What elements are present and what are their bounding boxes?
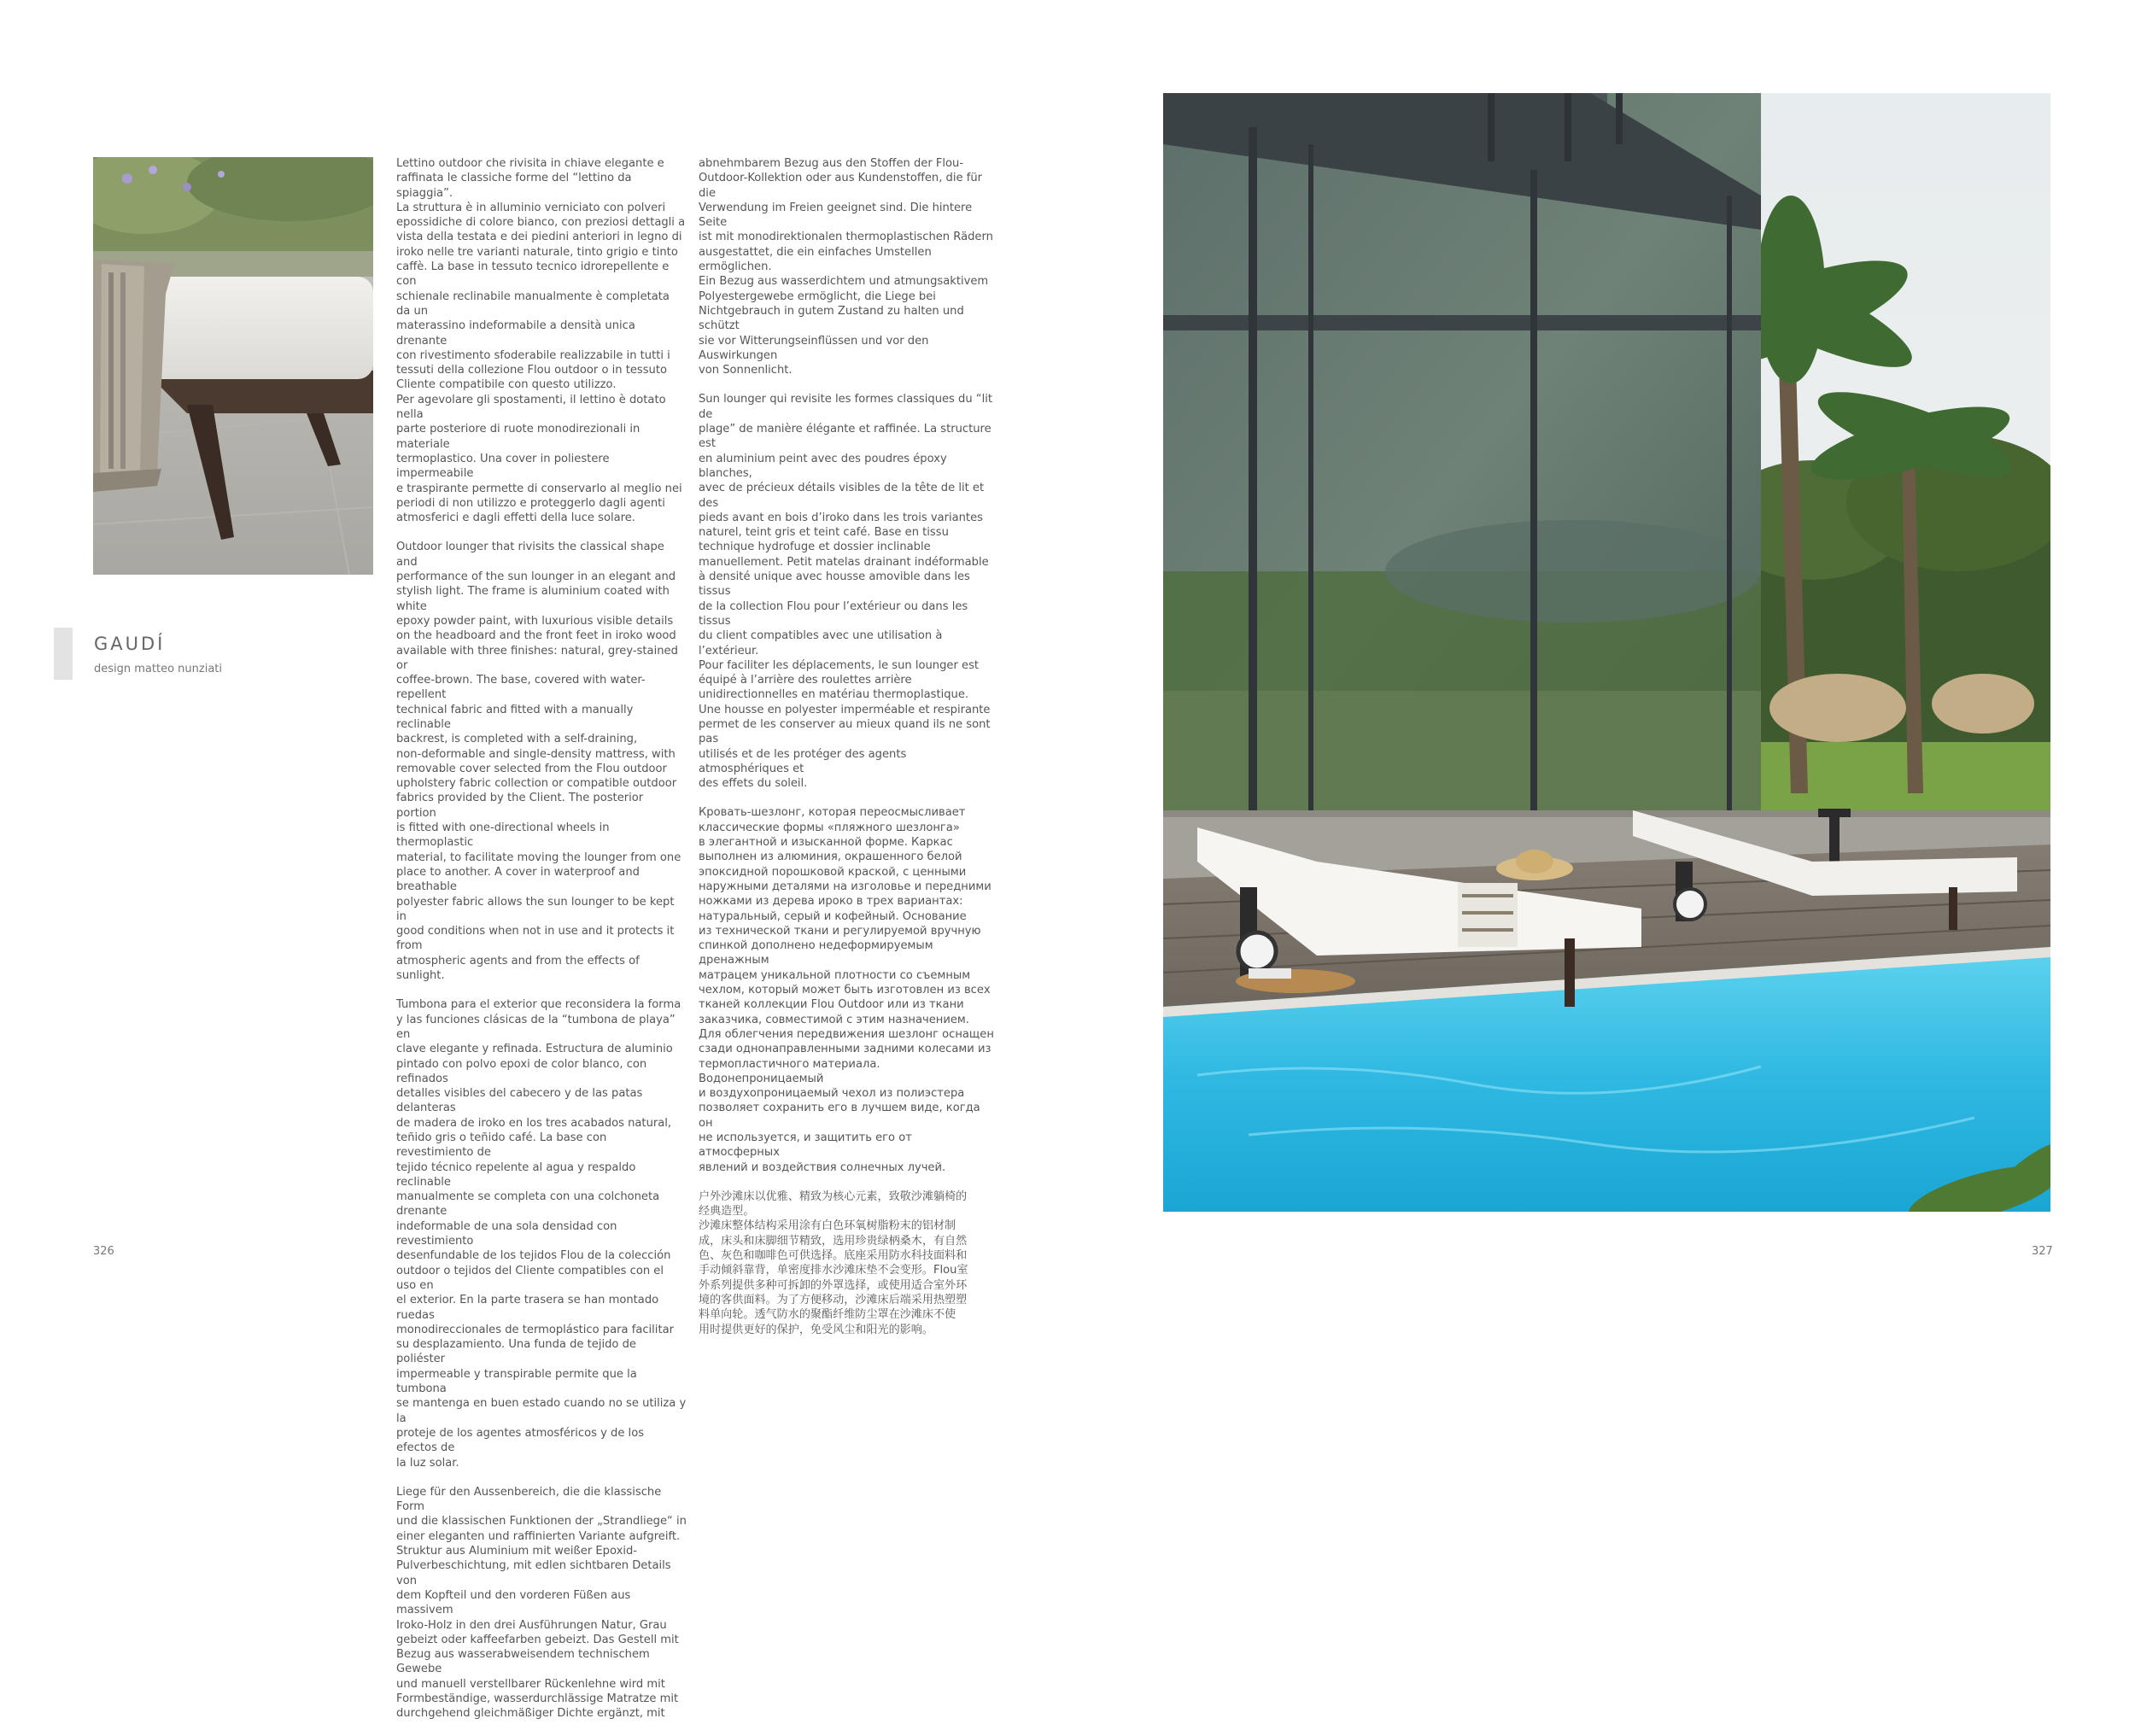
- lounger-detail-photo: [93, 157, 373, 575]
- paragraph-russian: Кровать-шезлонг, которая переосмысливает классические формы «пляжного шезлонга» в элегантной и изысканной форме. Каркас выполнен из алюминия, окрашенного белой эпоксидной порошковой краской, с ценными наружными деталями на изголовье и передними ножками из дерева ироко в трех вариантах: натуральный, серый и кофейный. Основание из технической ткани и регулируемой вручную спинкой дополнено недеформируемым дренажным матрацем уникальной плотности со съемным чехлом, который может быть изготовлен из всех тканей коллекции Flou Outdoor или из ткани заказчика, совместимой с этим назначением. Для облегчения передвижения шезлонг оснащен сзади однонаправленными задними колесами из термопластичного материала. Водонепроницаемый и воздухопроницаемый чехол из полиэстера позволяет сохранить его в лучшем виде, когда он не используется, и защитить его от атмосферных явлений и воздействия солнечных лучей.: [699, 806, 994, 1174]
- page-number-right: 327: [2032, 1245, 2053, 1258]
- paragraph-german-part2: abnehmbarem Bezug aus den Stoffen der Flou- Outdoor-Kollektion oder aus Kundenstoffen, die für die Verwendung im Freien geeignet sind. Die hintere Seite ist mit monodirektionalen thermoplastischen Rädern ausgestattet, die ein einfaches Umstellen ermöglichen. Ein Bezug aus wasserdichtem und atmungsaktivem Polyestergewebe ermöglicht, die Liege bei Nichtgebrauch in gutem Zustand zu halten und schützt sie vor Witterungseinflüssen und vor den Auswirkungen von Sonnenlicht.: [699, 157, 993, 377]
- title-accent-bar: [54, 628, 73, 680]
- designer-credit: design matteo nunziati: [94, 663, 222, 675]
- text-column-right: [699, 156, 994, 1352]
- paragraph-chinese: 户外沙滩床以优雅、精致为核心元素，致敬沙滩躺椅的 经典造型。 沙滩床整体结构采用涂有白色环氧树脂粉末的铝材制 成，床头和床脚细节精致，选用珍贵绿柄桑木，有自然 色、灰色和咖啡色可供选择。底座采用防水科技面料和 手动倾斜靠背，单密度排水沙滩床垫不会变形。Flou室 外系列提供多种可拆卸的外罩选择，或使用适合室外环 境的客供面料。为了方便移动，沙滩床后端采用热塑塑 料单向轮。透气防水的聚酯纤维防尘罩在沙滩床不使 用时提供更好的保护，免受风尘和阳光的影响。: [699, 1189, 968, 1336]
- poolside-loungers-photo: [1163, 93, 2050, 1212]
- paragraph-italian: Lettino outdoor che rivisita in chiave elegante e raffinata le classiche forme del “lettino da spiaggia”. La struttura è in alluminio verniciato con polveri epossidiche di colore bianco, con preziosi dettagli a vista della testata e dei piedini anteriori in legno di iroko nelle tre varianti naturale, tinto grigio e tinto caffè. La base in tessuto tecnico idrorepellente e con schienale reclinabile manualmente è completata da un materassino indeformabile a densità unica drenante con rivestimento sfoderabile realizzabile in tutti i tessuti della collezione Flou outdoor o in tessuto Cliente compatibile con questo utilizzo. Per agevolare gli spostamenti, il lettino è dotato nella parte posteriore di ruote monodirezionali in materiale termoplastico. Una cover in poliestere impermeabile e traspirante permette di conservarlo al meglio nei periodi di non utilizzo e proteggerlo dagli agenti atmosferici e dagli effetti della luce solare.: [396, 157, 686, 525]
- paragraph-french: Sun lounger qui revisite les formes classiques du “lit de plage” de manière élégante et raffinée. La structure est en aluminium peint avec des poudres époxy blanches, avec de précieux détails visibles de la tête de lit et des pieds avant en bois d’iroko dans les trois variantes naturel, teint gris et teint café. Base en tissu technique hydrofuge et dossier inclinable manuellement. Petit matelas drainant indéformable à densité unique avec housse amovible dans les tissus de la collection Flou pour l’extérieur ou dans les tissus du client compatibles avec une utilisation à l’extérieur. Pour faciliter les déplacements, le sun lounger est équipé à l’arrière des roulettes arrière unidirectionnelles en matériau thermoplastique. Une housse en polyester imperméable et respirante permet de les conserver au mieux quand ils ne sont pas utilisés et de les protéger des agents atmosphériques et des effets du soleil.: [699, 393, 992, 791]
- paragraph-german-part1: Liege für den Aussenbereich, die die klassische Form und die klassischen Funktionen der „Strandliege“ in einer eleganten und raffinierten Variante aufgreift. Struktur aus Aluminium mit weißer Epoxid- Pulverbeschichtung, mit edlen sichtbaren Details von dem Kopfteil und den vorderen Füßen aus massivem Iroko-Holz in den drei Ausführungen Natur, Grau gebeizt oder kaffeefarben gebeizt. Das Gestell mit Bezug aus wasserabweisendem technischem Gewebe und manuell verstellbarer Rückenlehne wird mit Formbeständige, wasserdurchlässige Matratze mit durchgehend gleichmäßiger Dichte ergänzt, mit: [396, 1485, 687, 1721]
- text-column-left: [396, 156, 687, 1736]
- product-name: GAUDÍ: [94, 634, 166, 654]
- paragraph-english: Outdoor lounger that rivisits the classical shape and performance of the sun lounger in an elegant and stylish light. The frame is aluminium coated with white epoxy powder paint, with luxurious visible details on the headboard and the front feet in iroko wood available with three finishes: natural, grey-stained or coffee-brown. The base, covered with water-repellent technical fabric and fitted with a manually reclinable backrest, is completed with a self-draining, non-deformable and single-density mattress, with removable cover selected from the Flou outdoor upholstery fabric collection or compatible outdoor fabrics provided by the Client. The posterior portion is fitted with one-directional wheels in thermoplastic material, to facilitate moving the lounger from one place to another. A cover in waterproof and breathable polyester fabric allows the sun lounger to be kept in good conditions when not in use and it protects it from atmospheric agents and from the effects of sunlight.: [396, 541, 681, 983]
- paragraph-spanish: Tumbona para el exterior que reconsidera la forma y las funciones clásicas de la “tumbona de playa” en clave elegante y refinada. Estructura de aluminio pintado con polvo epoxi de color blanco, con refinados detalles visibles del cabecero y de las patas delanteras de madera de iroko en los tres acabados natural, teñido gris o teñido café. La base con revestimiento de tejido técnico repelente al agua y respaldo reclinable manualmente se completa con una colchoneta drenante indeformable de una sola densidad con revestimiento desenfundable de los tejidos Flou de la colección outdoor o tejidos del Cliente compatibles con el uso en el exterior. En la parte trasera se han montado ruedas monodireccionales de termoplástico para facilitar su desplazamiento. Una funda de tejido de poliéster impermeable y transpirable permite que la tumbona se mantenga en buen estado cuando no se utiliza y la proteje de los agentes atmosféricos y de los efectos de la luz solar.: [396, 998, 687, 1470]
- page-number-left: 326: [93, 1245, 114, 1258]
